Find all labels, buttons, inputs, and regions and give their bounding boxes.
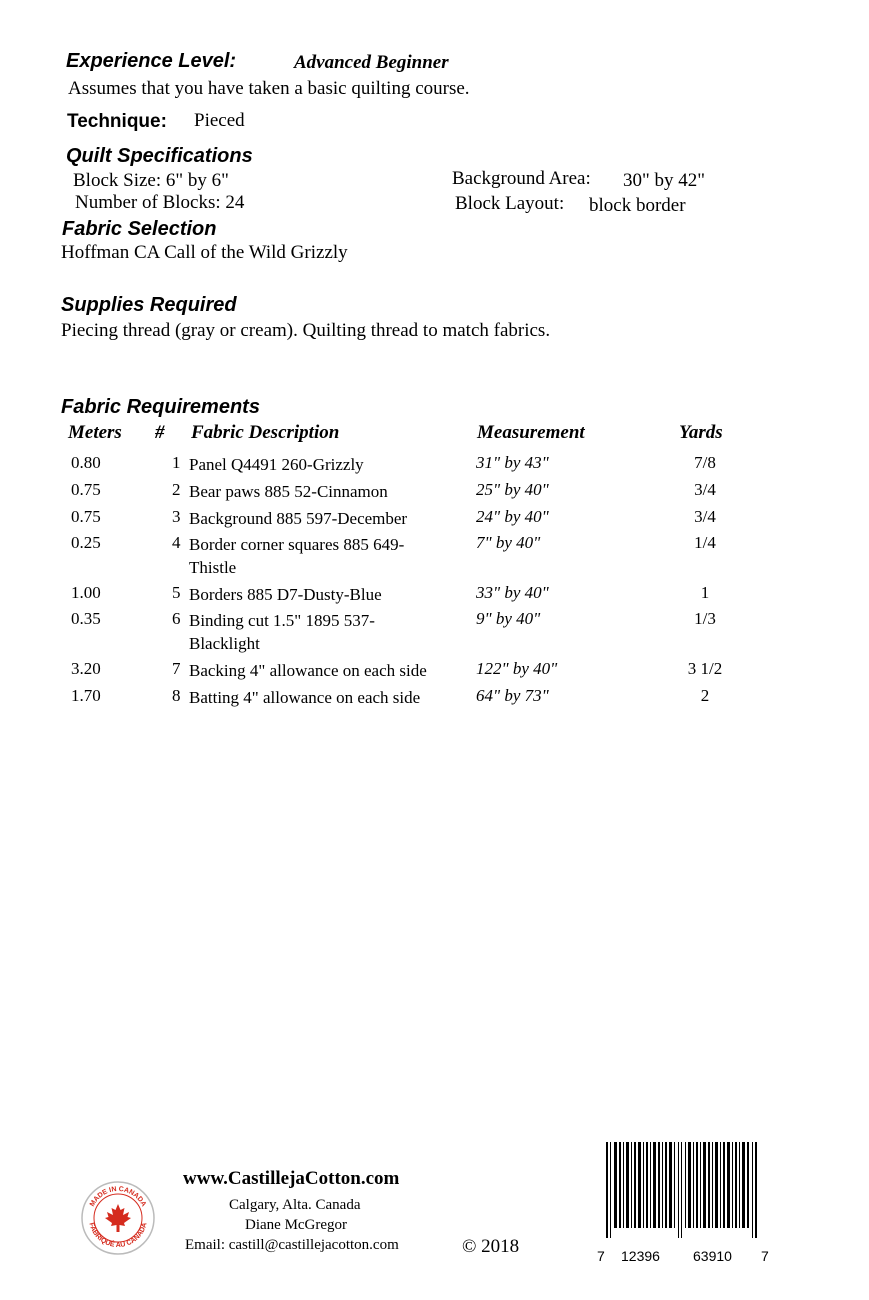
- cell-meters: 1.00: [71, 583, 101, 602]
- desc-line: Batting 4" allowance on each side: [189, 688, 421, 707]
- cell-number: 6: [172, 609, 181, 628]
- col-measurement: Measurement: [477, 422, 585, 443]
- fabric-selection-heading: Fabric Selection: [62, 218, 217, 240]
- col-number: #: [155, 422, 165, 443]
- desc-line: Background 885 597-December: [189, 509, 408, 528]
- experience-note: Assumes that you have taken a basic quilting course.: [68, 78, 470, 99]
- desc-line: Binding cut 1.5" 1895 537-: [189, 611, 375, 630]
- cell-description: [189, 480, 388, 503]
- technique-label: Technique:: [67, 111, 167, 132]
- cell-meters: 0.35: [71, 609, 101, 628]
- cell-meters: 0.75: [71, 507, 101, 526]
- cell-number: 5: [172, 583, 181, 602]
- barcode-digits-left: 12396: [621, 1248, 660, 1264]
- cell-meters: 0.25: [71, 533, 101, 552]
- cell-meters: 0.75: [71, 480, 101, 499]
- city-text: Calgary, Alta. Canada: [229, 1197, 361, 1213]
- technique-value: Pieced: [194, 110, 245, 131]
- cell-number: 8: [172, 686, 181, 705]
- cell-meters: 1.70: [71, 686, 101, 705]
- barcode-digit-first: 7: [597, 1248, 605, 1264]
- cell-measurement: 31" by 43": [476, 453, 549, 472]
- cell-meters: 0.80: [71, 453, 101, 472]
- desc-line-2: Blacklight: [189, 634, 260, 653]
- cell-measurement: 122" by 40": [476, 659, 558, 678]
- barcode: [597, 1142, 767, 1238]
- svg-text:FABRIQUÉ AU CANADA: FABRIQUÉ AU CANADA: [87, 1221, 149, 1250]
- cell-description: [189, 659, 427, 682]
- desc-line: Borders 885 D7-Dusty-Blue: [189, 585, 382, 604]
- cell-number: 7: [172, 659, 181, 678]
- cell-yards: 7/8: [694, 453, 716, 472]
- cell-number: 1: [172, 453, 181, 472]
- barcode-digit-last: 7: [761, 1248, 769, 1264]
- supplies-heading: Supplies Required: [61, 294, 237, 316]
- desc-line-2: Thistle: [189, 558, 237, 577]
- copyright: © 2018: [462, 1236, 520, 1257]
- cell-measurement: 24" by 40": [476, 507, 549, 526]
- cell-description: [189, 609, 375, 655]
- cell-measurement: 25" by 40": [476, 480, 549, 499]
- requirements-heading: Fabric Requirements: [61, 396, 260, 418]
- block-layout-value: block border: [589, 195, 686, 216]
- background-area-value: 30" by 42": [623, 170, 706, 191]
- cell-yards: 3 1/2: [687, 659, 723, 678]
- cell-yards: 1/3: [694, 609, 716, 628]
- number-of-blocks: Number of Blocks: 24: [75, 192, 245, 213]
- supplies-text: Piecing thread (gray or cream). Quilting thread to match fabrics.: [61, 320, 551, 341]
- background-area-label: Background Area:: [452, 168, 591, 189]
- cell-yards: 3/4: [694, 480, 716, 499]
- cell-number: 3: [172, 507, 181, 526]
- cell-yards: 1: [700, 583, 710, 602]
- desc-line: Backing 4" allowance on each side: [189, 661, 427, 680]
- cell-meters: 3.20: [71, 659, 101, 678]
- cell-description: [189, 453, 364, 476]
- cell-measurement: 33" by 40": [476, 583, 549, 602]
- email-link[interactable]: Email: castill@castillejacotton.com: [185, 1237, 399, 1253]
- fabric-selection-text: Hoffman CA Call of the Wild Grizzly: [61, 242, 348, 263]
- experience-label: Experience Level:: [66, 50, 237, 72]
- specs-heading: Quilt Specifications: [66, 145, 253, 167]
- made-in-canada-badge-icon: [80, 1180, 156, 1256]
- desc-line: Border corner squares 885 649-: [189, 535, 405, 554]
- cell-measurement: 9" by 40": [476, 609, 541, 628]
- desc-line: Panel Q4491 260-Grizzly: [189, 455, 364, 474]
- col-yards: Yards: [679, 422, 723, 443]
- barcode-digits-right: 63910: [693, 1248, 732, 1264]
- cell-description: [189, 686, 420, 709]
- cell-number: 2: [172, 480, 181, 499]
- cell-measurement: 7" by 40": [476, 533, 541, 552]
- cell-measurement: 64" by 73": [476, 686, 549, 705]
- block-size: Block Size: 6" by 6": [73, 170, 229, 191]
- block-layout-label: Block Layout:: [455, 193, 565, 214]
- website-link[interactable]: www.CastillejaCotton.com: [183, 1168, 400, 1189]
- col-meters: Meters: [68, 422, 122, 443]
- cell-description: [189, 507, 407, 530]
- cell-yards: 3/4: [694, 507, 716, 526]
- desc-line: Bear paws 885 52-Cinnamon: [189, 482, 388, 501]
- designer-name: Diane McGregor: [245, 1217, 348, 1233]
- experience-value: Advanced Beginner: [294, 52, 449, 73]
- cell-description: [189, 583, 382, 606]
- svg-text:MADE IN CANADA: MADE IN CANADA: [88, 1185, 148, 1208]
- col-description: Fabric Description: [191, 422, 340, 443]
- cell-number: 4: [172, 533, 181, 552]
- cell-yards: 2: [700, 686, 710, 705]
- cell-yards: 1/4: [694, 533, 716, 552]
- cell-description: [189, 533, 404, 579]
